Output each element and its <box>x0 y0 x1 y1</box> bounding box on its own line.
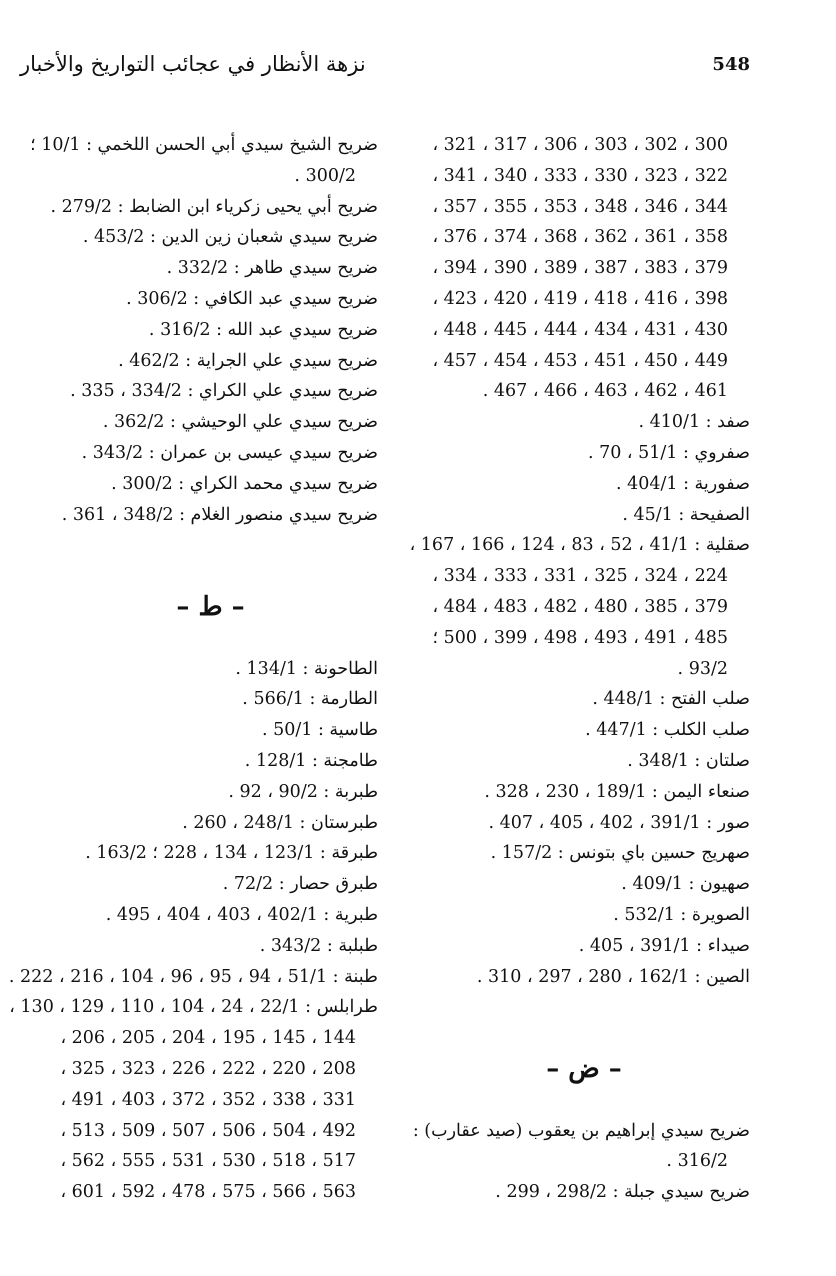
index-entry-continuation: 461 ، 462 ، 463 ، 466 ، 467 . <box>482 381 728 402</box>
index-entry <box>378 992 750 1023</box>
index-entry-continuation: 331 ، 338 ، 352 ، 372 ، 403 ، 491 ، <box>60 1089 356 1110</box>
index-entry: الطارمة : 566/1 . <box>242 689 378 710</box>
index-entry-continuation: 563 ، 566 ، 575 ، 478 ، 592 ، 601 ، <box>60 1182 356 1203</box>
index-entry-continuation: 93/2 . <box>677 658 728 679</box>
index-entry: صهيون : 409/1 . <box>621 874 750 895</box>
index-entry: صلب الفتح : 448/1 . <box>592 689 750 710</box>
index-entry: طبرق حصار : 72/2 . <box>222 874 378 895</box>
index-entry: طرابلس : 22/1 ، 24 ، 104 ، 110 ، 129 ، 130 ، <box>9 997 378 1018</box>
index-entry-continuation: 322 ، 323 ، 330 ، 333 ، 340 ، 341 ، <box>432 165 728 186</box>
index-entry: ضريح سيدي عيسى بن عمران : 343/2 . <box>81 442 378 463</box>
left-index-column <box>3 130 378 1208</box>
index-entry: ضريح سيدي إبراهيم بن يعقوب (صيد عقارب) : <box>412 1120 750 1141</box>
index-entry: طامجنة : 128/1 . <box>244 750 378 771</box>
index-entry: طاسية : 50/1 . <box>261 720 378 741</box>
index-entry-continuation: 208 ، 220 ، 222 ، 226 ، 323 ، 325 ، <box>60 1058 356 1079</box>
index-entry-continuation: 449 ، 450 ، 451 ، 453 ، 454 ، 457 ، <box>432 350 728 371</box>
index-entry: ضريح سيدي عبد الكافي : 306/2 . <box>126 288 378 309</box>
index-entry: صهريج حسين باي بتونس : 157/2 . <box>490 843 750 864</box>
index-entry: طبربة : 90/2 ، 92 . <box>228 781 378 802</box>
index-entry-continuation: 358 ، 361 ، 362 ، 368 ، 374 ، 376 ، <box>432 227 728 248</box>
index-entry: طبرية : 402/1 ، 403 ، 404 ، 495 . <box>105 904 378 925</box>
index-entry: ضريح سيدي علي الجراية : 462/2 . <box>118 350 378 371</box>
index-entry: الصويرة : 532/1 . <box>613 904 750 925</box>
index-entry <box>3 561 378 592</box>
index-entry: ضريح سيدي علي الكراي : 334/2 ، 335 . <box>70 381 378 402</box>
index-entry <box>378 1023 750 1054</box>
index-entry: طبرقة : 123/1 ، 134 ، 228 ؛ 163/2 . <box>85 843 378 864</box>
index-entry: صلب الكلب : 447/1 . <box>585 720 750 741</box>
index-entry: صنعاء اليمن : 189/1 ، 230 ، 328 . <box>484 781 750 802</box>
book-title: نزهة الأنظار في عجائب التواريخ والأخبار <box>20 52 366 76</box>
index-entry: ضريح أبي يحيى زكرياء ابن الضابط : 279/2 . <box>50 196 378 217</box>
index-entry-continuation: 344 ، 346 ، 348 ، 353 ، 355 ، 357 ، <box>432 196 728 217</box>
section-letter-heading: – ض – <box>546 1053 622 1084</box>
index-entry: صلتان : 348/1 . <box>627 750 750 771</box>
index-entry-continuation: 430 ، 431 ، 434 ، 444 ، 445 ، 448 ، <box>432 319 728 340</box>
index-entry: صفد : 410/1 . <box>638 412 750 433</box>
index-entry: ضريح سيدي جبلة : 298/2 ، 299 . <box>495 1182 750 1203</box>
index-entry: ضريح سيدي طاهر : 332/2 . <box>166 258 378 279</box>
index-entry: الصين : 162/1 ، 280 ، 297 ، 310 . <box>476 966 750 987</box>
index-entry: ضريح سيدي محمد الكراي : 300/2 . <box>111 473 378 494</box>
index-entry: ضريح سيدي علي الوحيشي : 362/2 . <box>102 412 378 433</box>
section-letter-heading: – ط – <box>176 591 245 622</box>
index-entry: طبرستان : 248/1 ، 260 . <box>182 812 378 833</box>
index-entry: صفروي : 51/1 ، 70 . <box>587 442 750 463</box>
index-entry <box>378 1085 750 1116</box>
index-entry: ضريح الشيخ سيدي أبي الحسن اللخمي : 10/1 ؛ <box>30 135 378 155</box>
index-entry: الطاحونة : 134/1 . <box>235 658 378 679</box>
index-entry-continuation: 300/2 . <box>294 165 356 186</box>
index-entry-continuation: 517 ، 518 ، 530 ، 531 ، 555 ، 562 ، <box>60 1151 356 1172</box>
index-entry: ضريح سيدي عبد الله : 316/2 . <box>148 319 378 340</box>
index-entry: صقلية : 41/1 ، 52 ، 83 ، 124 ، 166 ، 167 ، <box>409 535 750 556</box>
index-entry: صفورية : 404/1 . <box>615 473 750 494</box>
index-entry-continuation: 379 ، 385 ، 480 ، 482 ، 483 ، 484 ، <box>432 596 728 617</box>
running-header <box>20 52 750 86</box>
page-number: 548 <box>712 54 750 75</box>
index-entry-continuation: 485 ، 491 ، 493 ، 498 ، 399 ، 500 ؛ <box>432 627 728 648</box>
index-entry-continuation: 224 ، 324 ، 325 ، 331 ، 333 ، 334 ، <box>432 566 728 587</box>
index-entry: الصفيحة : 45/1 . <box>622 504 750 525</box>
right-index-column <box>378 130 750 1208</box>
index-entry: صور : 391/1 ، 402 ، 405 ، 407 . <box>488 812 750 833</box>
index-entry: صيداء : 391/1 ، 405 . <box>578 935 750 956</box>
index-entry-continuation: 316/2 . <box>666 1151 728 1172</box>
index-entry: ضريح سيدي منصور الغلام : 348/2 ، 361 . <box>61 504 378 525</box>
index-entry-continuation: 398 ، 416 ، 418 ، 419 ، 420 ، 423 ، <box>432 288 728 309</box>
index-entry <box>3 623 378 654</box>
index-entry-continuation: 144 ، 145 ، 195 ، 204 ، 205 ، 206 ، <box>60 1028 356 1049</box>
index-entry-continuation: 492 ، 504 ، 506 ، 507 ، 509 ، 513 ، <box>60 1120 356 1141</box>
index-entry-continuation: 300 ، 302 ، 303 ، 306 ، 317 ، 321 ، <box>432 135 728 155</box>
index-entry-continuation: 379 ، 383 ، 387 ، 389 ، 390 ، 394 ، <box>432 258 728 279</box>
index-entry: طبلبة : 343/2 . <box>259 935 378 956</box>
index-entry: طبنة : 51/1 ، 94 ، 95 ، 96 ، 104 ، 216 ، 222 . <box>8 966 378 987</box>
index-entry <box>3 530 378 561</box>
index-entry: ضريح سيدي شعبان زين الدين : 453/2 . <box>82 227 378 248</box>
